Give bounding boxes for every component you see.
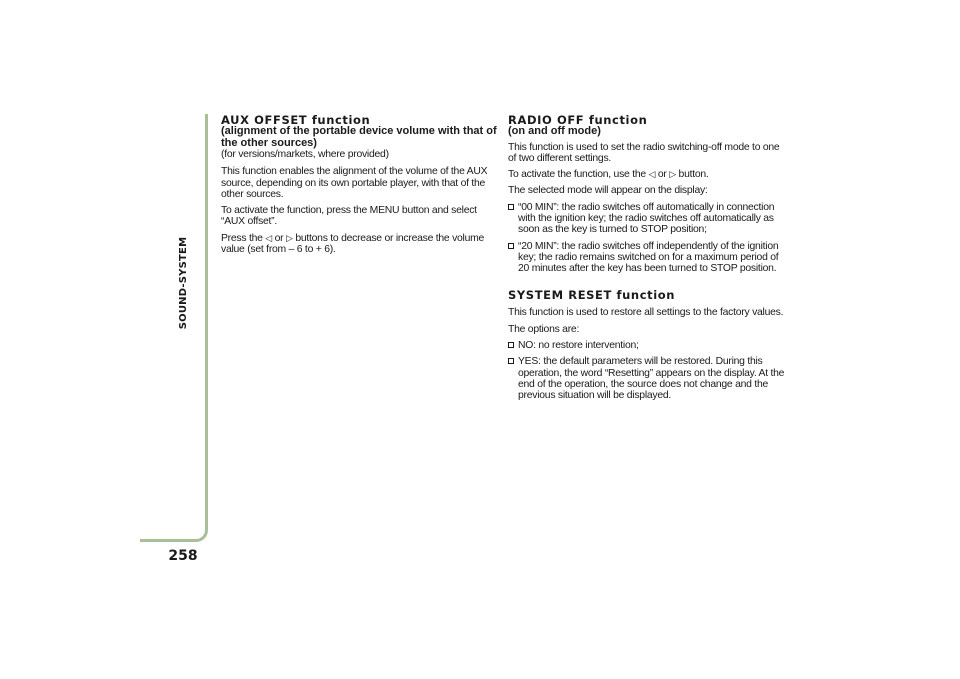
radio-off-bullet-1: “00 MIN”: the radio switches off automatically in connection with the ignition key; the radio switches off automatically as soon as the key is turned to STOP position;: [508, 202, 788, 236]
radio-off-button-text: button.: [678, 169, 709, 181]
left-column: [221, 114, 501, 260]
right-column: [508, 114, 788, 407]
system-reset-bullet-1: NO: no restore intervention;: [508, 340, 788, 351]
aux-offset-heading: AUX OFFSET function: [221, 113, 371, 127]
left-arrow-icon: ◁: [648, 169, 656, 180]
aux-offset-paragraph-3: [221, 233, 501, 256]
right-arrow-icon: ▷: [669, 169, 676, 180]
radio-off-subheading: (on and off mode): [508, 125, 601, 137]
system-reset-heading: SYSTEM RESET function: [508, 288, 676, 303]
aux-offset-paragraph-2: To activate the function, press the MENU button and select “AUX offset”.: [221, 205, 477, 228]
section-tab: SOUND-SYSTEM: [178, 236, 189, 330]
aux-buttons-text: buttons to decrease or increase the volume value (set from – 6 to + 6).: [221, 232, 485, 256]
system-reset-paragraph-2: The options are:: [508, 323, 580, 335]
radio-off-paragraph-1: This function is used to set the radio switching-off mode to one of two different settings.: [508, 141, 780, 164]
aux-press-text: Press the: [221, 232, 263, 244]
system-reset-paragraph-1: This function is used to restore all settings to the factory values.: [508, 307, 784, 319]
page-number: 258: [168, 548, 198, 564]
aux-offset-subheading: (alignment of the portable device volume with that of the other sources): [221, 125, 497, 149]
aux-offset-note: (for versions/markets, where provided): [221, 149, 389, 160]
right-arrow-icon: ▷: [286, 232, 293, 243]
page-border: [140, 114, 208, 542]
radio-off-bullet-2: “20 MIN”: the radio switches off independently of the ignition key; the radio remains switched on for a maximum period of 20 minutes after the key has been turned to STOP position.: [508, 241, 788, 275]
aux-or-text: or: [274, 232, 284, 244]
radio-off-or-text: or: [657, 169, 667, 181]
system-reset-bullet-2: YES: the default parameters will be restored. During this operation, the word “Resetting” appears on the display. At the end of the operation, the source does not change and the previous situation will be displayed.: [508, 356, 788, 401]
radio-off-paragraph-2: [508, 169, 788, 180]
radio-off-heading: RADIO OFF function: [508, 113, 648, 127]
aux-offset-paragraph-1: This function enables the alignment of the volume of the AUX source, depending on its own portable player, with that of the other sources.: [221, 166, 488, 200]
left-arrow-icon: ◁: [265, 232, 272, 243]
radio-off-paragraph-3: The selected mode will appear on the display:: [508, 185, 708, 197]
radio-off-activate-text: To activate the function, use the: [508, 169, 646, 181]
